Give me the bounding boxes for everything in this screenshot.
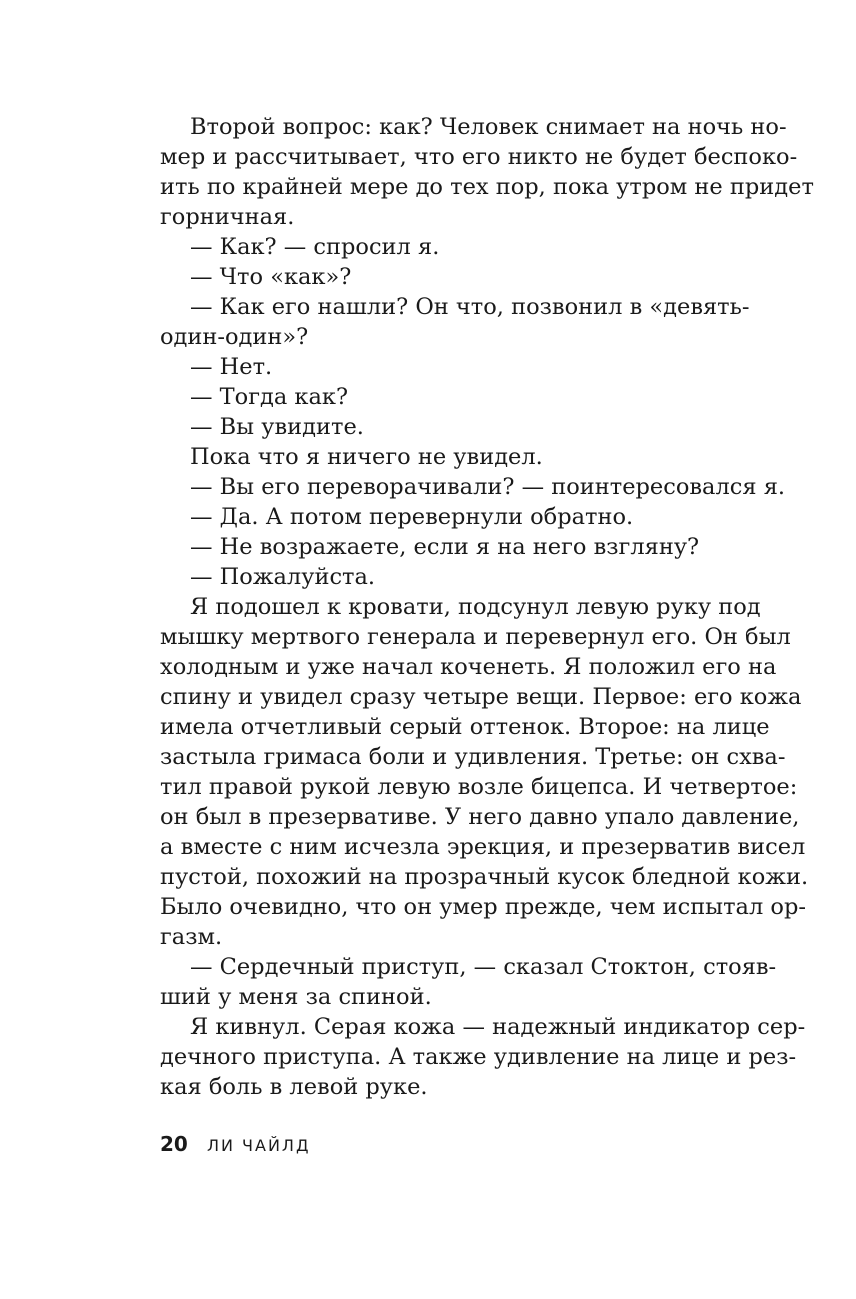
text-line: — Как? — спросил я. — [190, 234, 440, 260]
text-line: ить по крайней мере до тех пор, пока утром не придет — [160, 174, 814, 200]
text-line: а вместе с ним исчезла эрекция, и презерватив висел — [160, 834, 806, 860]
text-line: — Вы его переворачивали? — поинтересовался я. — [190, 474, 786, 500]
running-head: ЛИ ЧАЙЛД — [206, 1136, 311, 1155]
text-line: он был в презервативе. У него давно упало давление, — [160, 804, 800, 830]
text-line: кая боль в левой руке. — [160, 1074, 428, 1100]
text-line: — Что «как»? — [190, 264, 352, 290]
text-line: пустой, похожий на прозрачный кусок бледной кожи. — [160, 864, 809, 890]
text-line: дечного приступа. А также удивление на лице и рез- — [160, 1044, 797, 1070]
text-line: — Тогда как? — [190, 384, 349, 410]
text-line: газм. — [160, 924, 223, 950]
text-line: — Сердечный приступ, — сказал Стоктон, стояв- — [190, 954, 777, 980]
text-line: имела отчетливый серый оттенок. Второе: на лице — [160, 714, 770, 740]
text-line: Я кивнул. Серая кожа — надежный индикатор сер- — [190, 1014, 806, 1040]
text-line: один-один»? — [160, 324, 309, 350]
text-line: — Как его нашли? Он что, позвонил в «девять- — [190, 294, 750, 320]
text-line: — Вы увидите. — [190, 414, 364, 440]
text-line: — Нет. — [190, 354, 273, 380]
page-footer — [160, 1132, 310, 1156]
text-line: — Пожалуйста. — [190, 564, 376, 590]
text-line: холодным и уже начал коченеть. Я положил его на — [160, 654, 777, 680]
text-line: горничная. — [160, 204, 295, 230]
text-line: тил правой рукой левую возле бицепса. И четвертое: — [160, 774, 798, 800]
text-line: Было очевидно, что он умер прежде, чем испытал ор- — [160, 894, 806, 920]
text-line: Пока что я ничего не увидел. — [190, 444, 543, 470]
text-line: Я подошел к кровати, подсунул левую руку под — [190, 594, 761, 620]
text-line: мер и рассчитывает, что его никто не будет беспоко- — [160, 144, 798, 170]
text-line: Второй вопрос: как? Человек снимает на ночь но- — [190, 114, 787, 140]
text-line: — Да. А потом перевернули обратно. — [190, 504, 634, 530]
page-number: 20 — [160, 1132, 188, 1156]
text-line: спину и увидел сразу четыре вещи. Первое: его кожа — [160, 684, 802, 710]
text-line: ший у меня за спиной. — [160, 984, 432, 1010]
page-body — [160, 112, 814, 1102]
text-line: застыла гримаса боли и удивления. Третье: он схва- — [160, 744, 786, 770]
text-line: — Не возражаете, если я на него взгляну? — [190, 534, 700, 560]
text-line: мышку мертвого генерала и перевернул его. Он был — [160, 624, 791, 650]
